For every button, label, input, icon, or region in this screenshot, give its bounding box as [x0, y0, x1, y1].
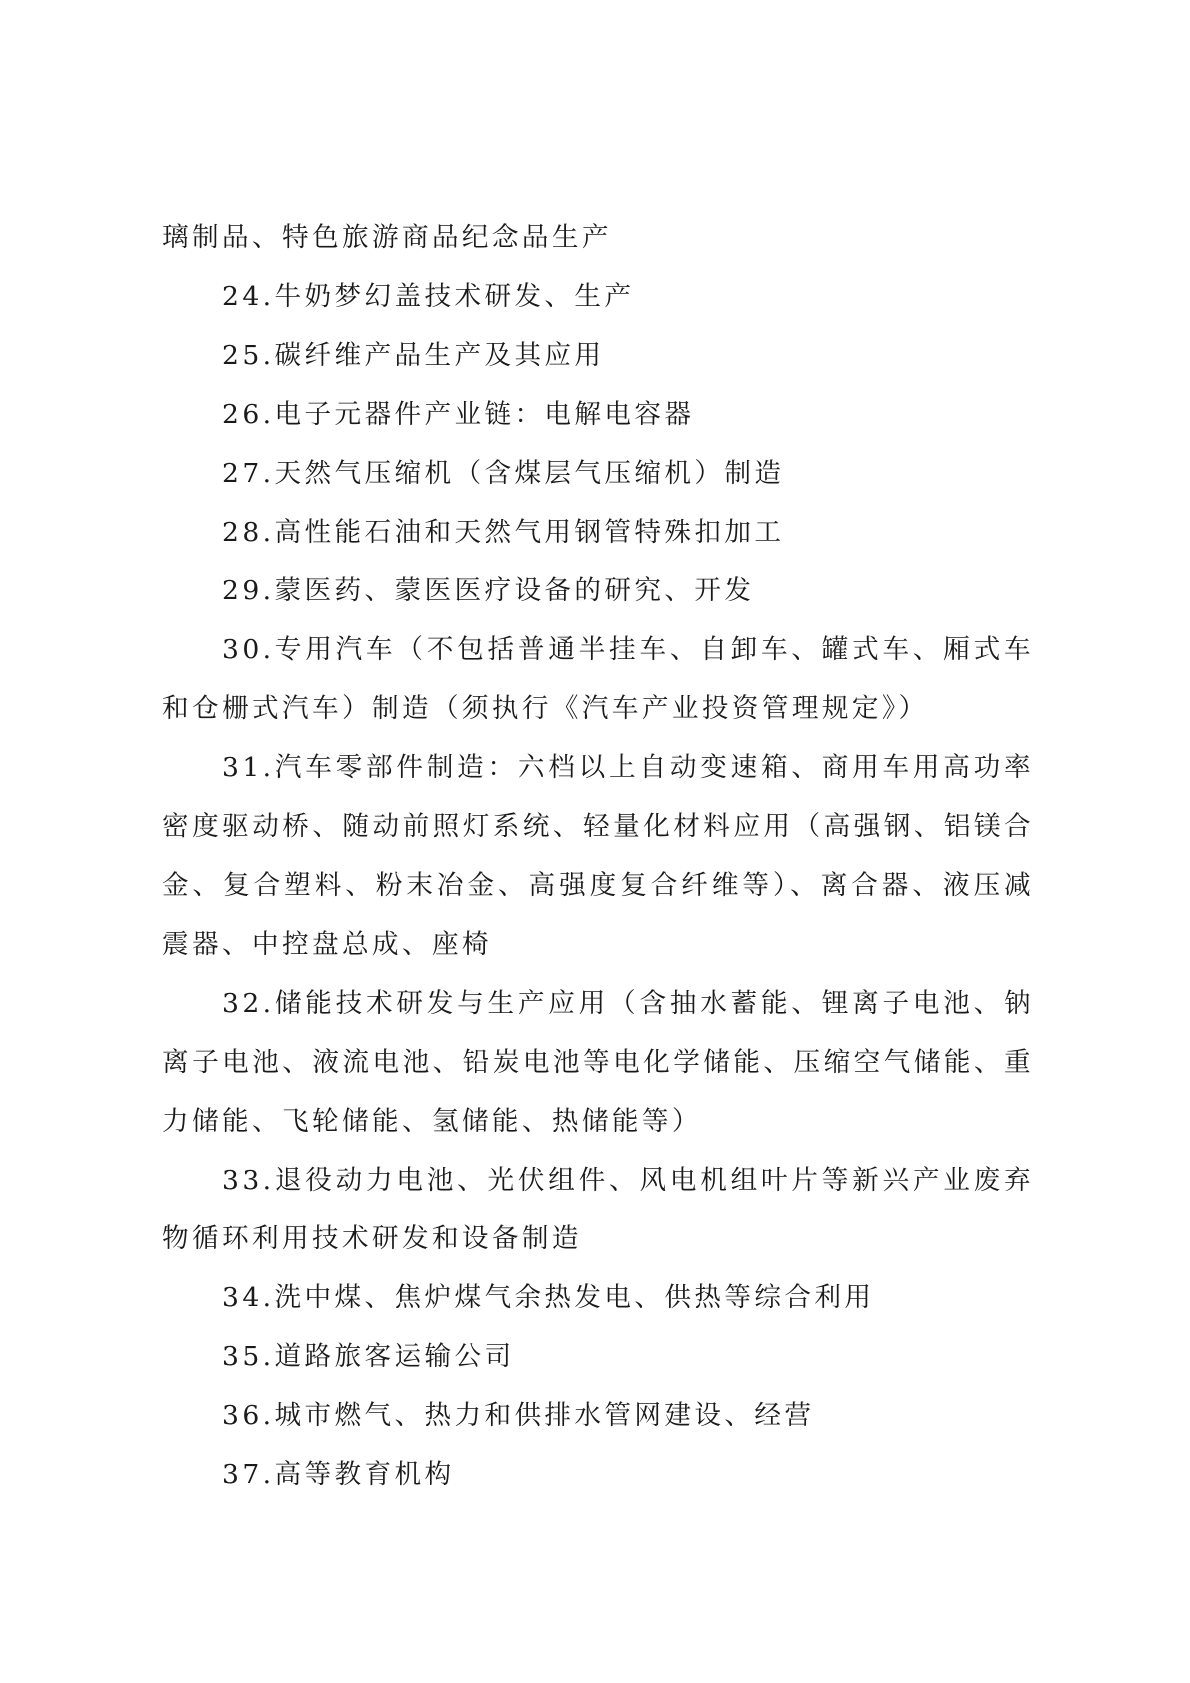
list-item-27: 27.天然气压缩机（含煤层气压缩机）制造	[222, 457, 785, 489]
list-item-24: 24.牛奶梦幻盖技术研发、生产	[222, 280, 635, 312]
list-item-35: 35.道路旅客运输公司	[222, 1341, 515, 1373]
list-item-37: 37.高等教育机构	[222, 1459, 455, 1491]
paragraph-continuation: 璃制品、特色旅游商品纪念品生产	[162, 222, 612, 253]
list-item-32: 32.储能技术研发与生产应用（含抽水蓄能、锂离子电池、钠离子电池、液流电池、铅炭电池等电化学储能、压缩空气储能、重力储能、飞轮储能、氢储能、热储能等）	[162, 987, 1034, 1137]
list-item-29: 29.蒙医药、蒙医医疗设备的研究、开发	[222, 575, 755, 607]
document-body	[162, 209, 1034, 1505]
list-item-30: 30.专用汽车（不包括普通半挂车、自卸车、罐式车、厢式车和仓栅式汽车）制造（须执行《汽车产业投资管理规定》）	[162, 634, 1034, 725]
list-item-26: 26.电子元器件产业链：电解电容器	[222, 398, 695, 430]
list-item-31: 31.汽车零部件制造：六档以上自动变速箱、商用车用高功率密度驱动桥、随动前照灯系统、轻量化材料应用（高强钢、铝镁合金、复合塑料、粉末冶金、高强度复合纤维等）、离合器、液压减震器、中控盘总成、座椅	[162, 752, 1034, 960]
list-item-33: 33.退役动力电池、光伏组件、风电机组叶片等新兴产业废弃物循环利用技术研发和设备制造	[162, 1164, 1034, 1255]
list-item-34: 34.洗中煤、焦炉煤气余热发电、供热等综合利用	[222, 1282, 875, 1314]
list-item-36: 36.城市燃气、热力和供排水管网建设、经营	[222, 1400, 815, 1432]
list-item-25: 25.碳纤维产品生产及其应用	[222, 339, 605, 371]
list-item-28: 28.高性能石油和天然气用钢管特殊扣加工	[222, 516, 785, 548]
